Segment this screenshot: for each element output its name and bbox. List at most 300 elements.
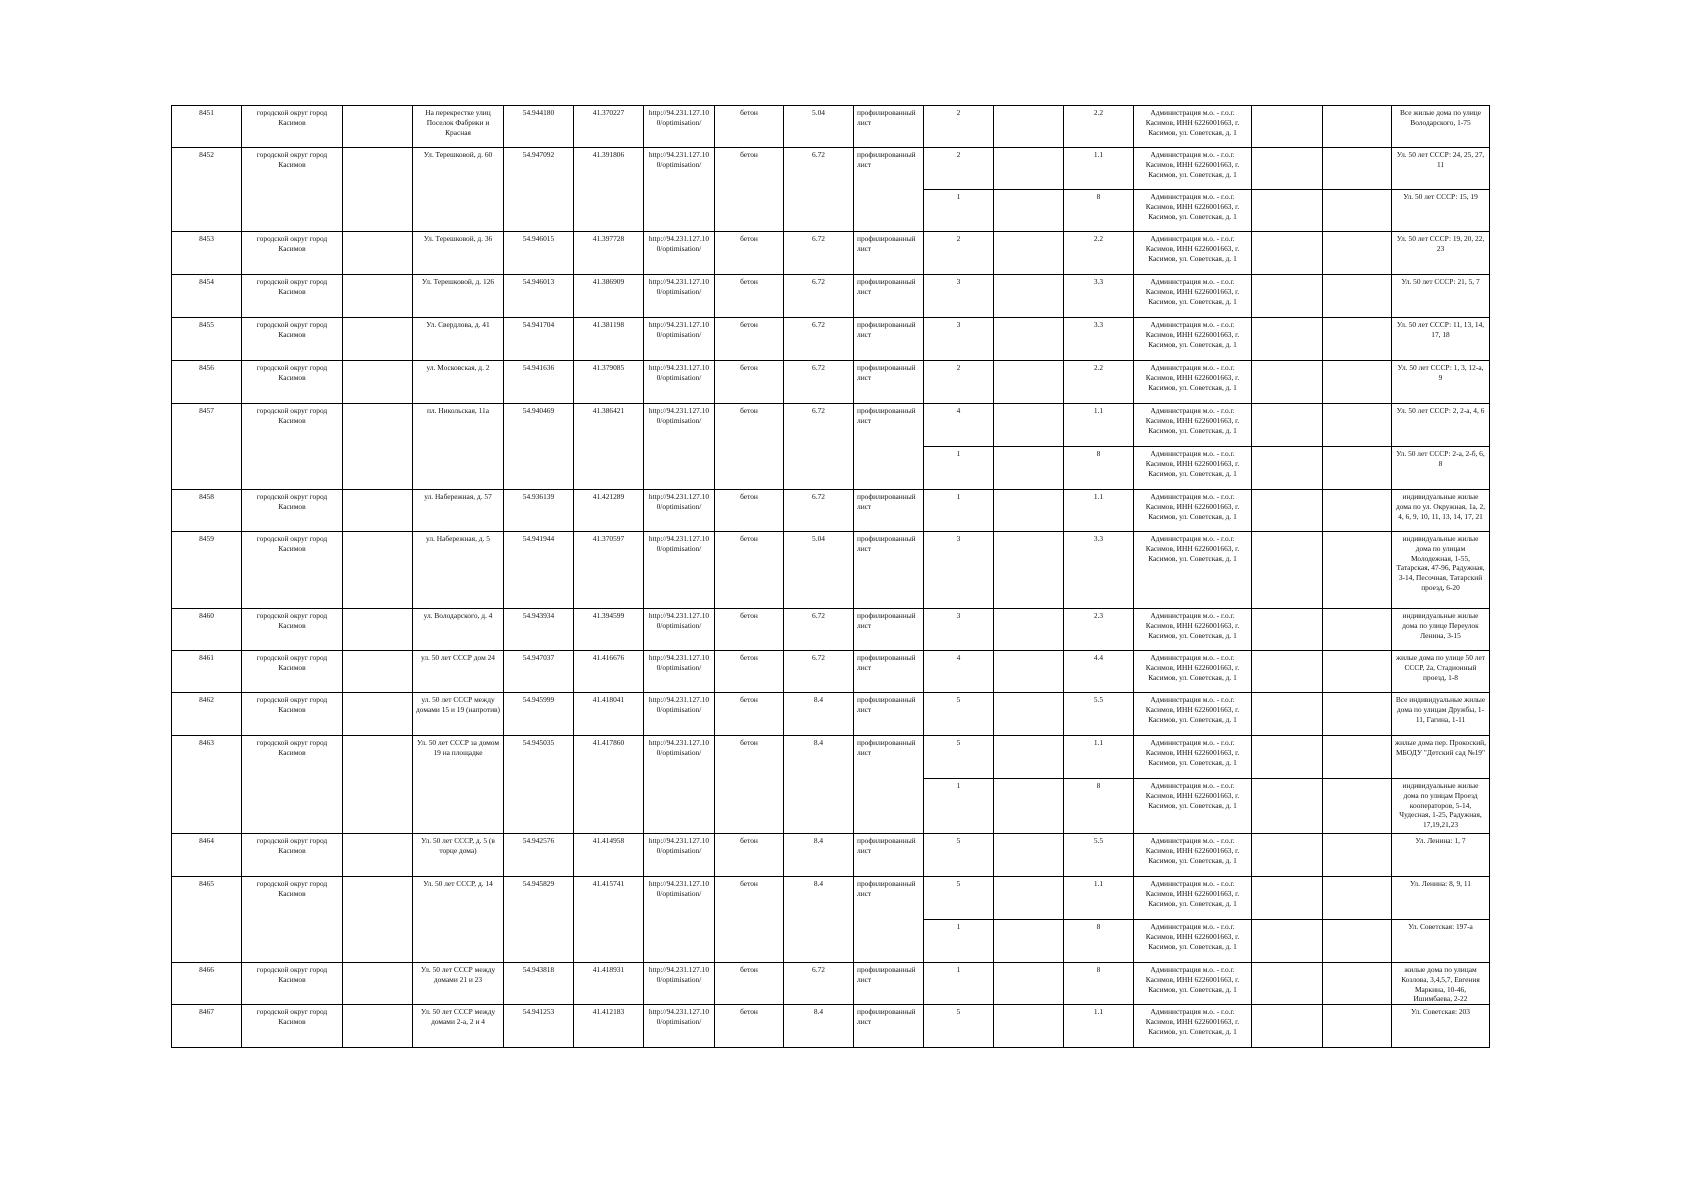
site-id-cell: 8459 <box>172 532 242 609</box>
empty-cell <box>1252 532 1323 609</box>
waste-sources-cell: Ул. 50 лет СССР: 2-а, 2-б, 6, 8 <box>1392 447 1490 490</box>
latitude-cell: 54.941253 <box>504 1005 574 1048</box>
surface-cell: бетон <box>715 532 784 609</box>
empty-cell <box>1252 275 1323 318</box>
address-cell: Ул. 50 лет СССР, д. 5 (в торце дома) <box>413 834 504 877</box>
site-id-cell: 8466 <box>172 963 242 1005</box>
container-volume-cell: 1.1 <box>1064 148 1134 190</box>
owner-cell: Администрация м.о. - г.о.г. Касимов, ИНН 6226001663, г. Касимов, ул. Советская, д. 1 <box>1134 190 1252 232</box>
empty-cell <box>1323 779 1392 834</box>
district-cell: городской округ город Касимов <box>242 106 343 148</box>
container-volume-cell: 4.4 <box>1064 651 1134 693</box>
table-row <box>172 275 1490 318</box>
address-cell: ул. Московская, д. 2 <box>413 361 504 404</box>
surface-cell: бетон <box>715 651 784 693</box>
empty-cell <box>1252 106 1323 148</box>
surface-cell: бетон <box>715 1005 784 1048</box>
empty-cell <box>1252 148 1323 190</box>
table-row <box>172 106 1490 148</box>
latitude-cell: 54.946015 <box>504 232 574 275</box>
longitude-cell: 41.414958 <box>574 834 644 877</box>
latitude-cell: 54.947092 <box>504 148 574 232</box>
area-cell: 5.04 <box>784 532 854 609</box>
site-id-cell: 8455 <box>172 318 242 361</box>
empty-cell <box>1323 651 1392 693</box>
empty-cell <box>1323 361 1392 404</box>
address-cell: Ул. 50 лет СССР за домом 19 на площадке <box>413 736 504 834</box>
empty-cell <box>1252 779 1323 834</box>
map-url-cell: http://94.231.127.10 0/optimisation/ <box>644 318 715 361</box>
map-url-cell: http://94.231.127.10 0/optimisation/ <box>644 106 715 148</box>
container-volume-cell: 8 <box>1064 920 1134 963</box>
container-volume-cell: 8 <box>1064 963 1134 1005</box>
latitude-cell: 54.941944 <box>504 532 574 609</box>
surface-cell: бетон <box>715 361 784 404</box>
container-count-cell: 4 <box>924 404 994 447</box>
waste-sources-cell: Ул. 50 лет СССР: 21, 5, 7 <box>1392 275 1490 318</box>
fence-cell: профилированный лист <box>854 532 924 609</box>
owner-cell: Администрация м.о. - г.о.г. Касимов, ИНН 6226001663, г. Касимов, ул. Советская, д. 1 <box>1134 693 1252 736</box>
waste-sources-cell: Все индивидуальные жилые дома по улицам Дружбы, 1-11, Гагина, 1-11 <box>1392 693 1490 736</box>
latitude-cell: 54.943818 <box>504 963 574 1005</box>
fence-cell: профилированный лист <box>854 1005 924 1048</box>
latitude-cell: 54.947037 <box>504 651 574 693</box>
area-cell: 6.72 <box>784 148 854 232</box>
district-cell: городской округ город Касимов <box>242 1005 343 1048</box>
area-cell: 8.4 <box>784 736 854 834</box>
waste-sources-cell: индивидуальные жилые дома по ул. Окружная, 1а, 2, 4, 6, 9, 10, 11, 13, 14, 17, 21 <box>1392 490 1490 532</box>
district-cell: городской округ город Касимов <box>242 609 343 651</box>
waste-sources-cell: Ул. 50 лет СССР: 11, 13, 14, 17, 18 <box>1392 318 1490 361</box>
longitude-cell: 41.394599 <box>574 609 644 651</box>
area-cell: 6.72 <box>784 275 854 318</box>
owner-cell: Администрация м.о. - г.о.г. Касимов, ИНН 6226001663, г. Касимов, ул. Советская, д. 1 <box>1134 232 1252 275</box>
empty-cell <box>1323 963 1392 1005</box>
fence-cell: профилированный лист <box>854 963 924 1005</box>
fence-cell: профилированный лист <box>854 232 924 275</box>
table-row <box>172 532 1490 609</box>
empty-cell <box>994 609 1064 651</box>
container-count-cell: 4 <box>924 651 994 693</box>
empty-cell <box>1323 736 1392 779</box>
fence-cell: профилированный лист <box>854 693 924 736</box>
surface-cell: бетон <box>715 232 784 275</box>
map-url-cell: http://94.231.127.10 0/optimisation/ <box>644 275 715 318</box>
owner-cell: Администрация м.о. - г.о.г. Касимов, ИНН 6226001663, г. Касимов, ул. Советская, д. 1 <box>1134 779 1252 834</box>
empty-cell <box>1252 1005 1323 1048</box>
container-count-cell: 3 <box>924 275 994 318</box>
address-cell: пл. Никольская, 11а <box>413 404 504 490</box>
waste-sources-cell: Ул. Ленина: 8, 9, 11 <box>1392 877 1490 920</box>
site-id-cell: 8453 <box>172 232 242 275</box>
latitude-cell: 54.945829 <box>504 877 574 963</box>
container-volume-cell: 1.1 <box>1064 1005 1134 1048</box>
empty-cell <box>343 834 413 877</box>
latitude-cell: 54.942576 <box>504 834 574 877</box>
district-cell: городской округ город Касимов <box>242 532 343 609</box>
address-cell: На перекрестке улиц Поселок Фабрики и Красная <box>413 106 504 148</box>
surface-cell: бетон <box>715 275 784 318</box>
empty-cell <box>994 490 1064 532</box>
district-cell: городской округ город Касимов <box>242 361 343 404</box>
empty-cell <box>994 232 1064 275</box>
district-cell: городской округ город Касимов <box>242 232 343 275</box>
district-cell: городской округ город Касимов <box>242 275 343 318</box>
empty-cell <box>1252 490 1323 532</box>
waste-sources-cell: Ул. Советская: 197-а <box>1392 920 1490 963</box>
table-row <box>172 361 1490 404</box>
container-count-cell: 5 <box>924 693 994 736</box>
area-cell: 6.72 <box>784 232 854 275</box>
container-volume-cell: 1.1 <box>1064 877 1134 920</box>
longitude-cell: 41.391806 <box>574 148 644 232</box>
container-count-cell: 5 <box>924 1005 994 1048</box>
empty-cell <box>1252 232 1323 275</box>
empty-cell <box>994 275 1064 318</box>
latitude-cell: 54.941636 <box>504 361 574 404</box>
owner-cell: Администрация м.о. - г.о.г. Касимов, ИНН 6226001663, г. Касимов, ул. Советская, д. 1 <box>1134 736 1252 779</box>
waste-sources-cell: Ул. 50 лет СССР: 1, 3, 12-а, 9 <box>1392 361 1490 404</box>
table-row <box>172 318 1490 361</box>
fence-cell: профилированный лист <box>854 148 924 232</box>
table-row <box>172 609 1490 651</box>
area-cell: 5.04 <box>784 106 854 148</box>
empty-cell <box>994 877 1064 920</box>
container-count-cell: 5 <box>924 877 994 920</box>
container-volume-cell: 1.1 <box>1064 404 1134 447</box>
longitude-cell: 41.370227 <box>574 106 644 148</box>
waste-sources-cell: Ул. 50 лет СССР: 15, 19 <box>1392 190 1490 232</box>
empty-cell <box>1323 148 1392 190</box>
address-cell: Ул. 50 лет СССР между домами 2-а, 2 и 4 <box>413 1005 504 1048</box>
surface-cell: бетон <box>715 877 784 963</box>
container-count-cell: 3 <box>924 609 994 651</box>
longitude-cell: 41.379085 <box>574 361 644 404</box>
latitude-cell: 54.945035 <box>504 736 574 834</box>
container-count-cell: 3 <box>924 318 994 361</box>
empty-cell <box>343 106 413 148</box>
district-cell: городской округ город Касимов <box>242 963 343 1005</box>
table-row <box>172 834 1490 877</box>
owner-cell: Администрация м.о. - г.о.г. Касимов, ИНН 6226001663, г. Касимов, ул. Советская, д. 1 <box>1134 877 1252 920</box>
container-count-cell: 5 <box>924 736 994 779</box>
table-row <box>172 651 1490 693</box>
empty-cell <box>1323 920 1392 963</box>
empty-cell <box>1252 404 1323 447</box>
waste-sources-cell: жилые дома по улицам Козлова, 3,4,5,7, Евгения Маркина, 10-46, Ишимбаева, 2-22 <box>1392 963 1490 1005</box>
empty-cell <box>1252 920 1323 963</box>
empty-cell <box>343 318 413 361</box>
map-url-cell: http://94.231.127.10 0/optimisation/ <box>644 1005 715 1048</box>
longitude-cell: 41.418041 <box>574 693 644 736</box>
longitude-cell: 41.416676 <box>574 651 644 693</box>
empty-cell <box>1252 963 1323 1005</box>
container-volume-cell: 1.1 <box>1064 736 1134 779</box>
owner-cell: Администрация м.о. - г.о.г. Касимов, ИНН 6226001663, г. Касимов, ул. Советская, д. 1 <box>1134 609 1252 651</box>
waste-sources-cell: Ул. 50 лет СССР: 24, 25, 27, 11 <box>1392 148 1490 190</box>
container-volume-cell: 8 <box>1064 190 1134 232</box>
empty-cell <box>343 404 413 490</box>
fence-cell: профилированный лист <box>854 834 924 877</box>
empty-cell <box>1323 106 1392 148</box>
waste-sources-cell: жилые дома по улице 50 лет СССР, 2а, Стадионный проезд, 1-8 <box>1392 651 1490 693</box>
empty-cell <box>1323 490 1392 532</box>
container-volume-cell: 2.2 <box>1064 361 1134 404</box>
map-url-cell: http://94.231.127.10 0/optimisation/ <box>644 532 715 609</box>
area-cell: 6.72 <box>784 490 854 532</box>
container-count-cell: 2 <box>924 148 994 190</box>
address-cell: Ул. Терешковой, д. 60 <box>413 148 504 232</box>
site-id-cell: 8465 <box>172 877 242 963</box>
fence-cell: профилированный лист <box>854 404 924 490</box>
empty-cell <box>343 651 413 693</box>
waste-sources-cell: индивидуальные жилые дома по улицам Молодежная, 1-55, Татарская, 47-96, Радужная, 3-14, Песочная, Татарский проезд, 6-20 <box>1392 532 1490 609</box>
container-volume-cell: 3.3 <box>1064 318 1134 361</box>
empty-cell <box>343 1005 413 1048</box>
surface-cell: бетон <box>715 736 784 834</box>
district-cell: городской округ город Касимов <box>242 318 343 361</box>
container-volume-cell: 2.3 <box>1064 609 1134 651</box>
address-cell: Ул. 50 лет СССР между домами 21 и 23 <box>413 963 504 1005</box>
empty-cell <box>1252 190 1323 232</box>
site-id-cell: 8454 <box>172 275 242 318</box>
site-id-cell: 8461 <box>172 651 242 693</box>
longitude-cell: 41.421289 <box>574 490 644 532</box>
site-id-cell: 8456 <box>172 361 242 404</box>
longitude-cell: 41.415741 <box>574 877 644 963</box>
container-volume-cell: 5.5 <box>1064 693 1134 736</box>
container-count-cell: 2 <box>924 361 994 404</box>
table-row <box>172 1005 1490 1048</box>
address-cell: ул. 50 лет СССР дом 24 <box>413 651 504 693</box>
longitude-cell: 41.418931 <box>574 963 644 1005</box>
fence-cell: профилированный лист <box>854 609 924 651</box>
fence-cell: профилированный лист <box>854 490 924 532</box>
container-volume-cell: 5.5 <box>1064 834 1134 877</box>
owner-cell: Администрация м.о. - г.о.г. Касимов, ИНН 6226001663, г. Касимов, ул. Советская, д. 1 <box>1134 148 1252 190</box>
site-id-cell: 8452 <box>172 148 242 232</box>
empty-cell <box>994 736 1064 779</box>
waste-sources-cell: жилые дома пер. Прокоский, МБОДУ "Детский сад №19" <box>1392 736 1490 779</box>
district-cell: городской округ город Касимов <box>242 404 343 490</box>
surface-cell: бетон <box>715 693 784 736</box>
empty-cell <box>1323 318 1392 361</box>
empty-cell <box>994 106 1064 148</box>
map-url-cell: http://94.231.127.10 0/optimisation/ <box>644 148 715 232</box>
empty-cell <box>994 920 1064 963</box>
map-url-cell: http://94.231.127.10 0/optimisation/ <box>644 404 715 490</box>
empty-cell <box>1252 834 1323 877</box>
waste-sources-cell: Ул. Ленина: 1, 7 <box>1392 834 1490 877</box>
fence-cell: профилированный лист <box>854 361 924 404</box>
longitude-cell: 41.370597 <box>574 532 644 609</box>
empty-cell <box>1252 318 1323 361</box>
table-row <box>172 736 1490 779</box>
waste-sources-cell: Ул. Советская: 203 <box>1392 1005 1490 1048</box>
address-cell: Ул. Свердлова, д. 41 <box>413 318 504 361</box>
container-count-cell: 3 <box>924 532 994 609</box>
empty-cell <box>994 651 1064 693</box>
owner-cell: Администрация м.о. - г.о.г. Касимов, ИНН 6226001663, г. Касимов, ул. Советская, д. 1 <box>1134 447 1252 490</box>
empty-cell <box>994 318 1064 361</box>
empty-cell <box>1252 651 1323 693</box>
container-volume-cell: 1.1 <box>1064 490 1134 532</box>
latitude-cell: 54.945999 <box>504 693 574 736</box>
empty-cell <box>994 779 1064 834</box>
surface-cell: бетон <box>715 834 784 877</box>
latitude-cell: 54.943934 <box>504 609 574 651</box>
address-cell: Ул. 50 лет СССР, д. 14 <box>413 877 504 963</box>
fence-cell: профилированный лист <box>854 275 924 318</box>
district-cell: городской округ город Касимов <box>242 834 343 877</box>
address-cell: Ул. Терешковой, д. 126 <box>413 275 504 318</box>
container-volume-cell: 8 <box>1064 779 1134 834</box>
container-count-cell: 1 <box>924 190 994 232</box>
map-url-cell: http://94.231.127.10 0/optimisation/ <box>644 232 715 275</box>
longitude-cell: 41.417860 <box>574 736 644 834</box>
container-volume-cell: 3.3 <box>1064 275 1134 318</box>
longitude-cell: 41.381198 <box>574 318 644 361</box>
district-cell: городской округ город Касимов <box>242 693 343 736</box>
site-id-cell: 8460 <box>172 609 242 651</box>
longitude-cell: 41.386909 <box>574 275 644 318</box>
empty-cell <box>994 404 1064 447</box>
site-id-cell: 8457 <box>172 404 242 490</box>
empty-cell <box>994 361 1064 404</box>
owner-cell: Администрация м.о. - г.о.г. Касимов, ИНН 6226001663, г. Касимов, ул. Советская, д. 1 <box>1134 361 1252 404</box>
empty-cell <box>1252 609 1323 651</box>
table-row <box>172 232 1490 275</box>
empty-cell <box>343 736 413 834</box>
empty-cell <box>343 361 413 404</box>
empty-cell <box>343 693 413 736</box>
map-url-cell: http://94.231.127.10 0/optimisation/ <box>644 963 715 1005</box>
table-row <box>172 963 1490 1005</box>
map-url-cell: http://94.231.127.10 0/optimisation/ <box>644 490 715 532</box>
fence-cell: профилированный лист <box>854 736 924 834</box>
surface-cell: бетон <box>715 404 784 490</box>
container-volume-cell: 8 <box>1064 447 1134 490</box>
owner-cell: Администрация м.о. - г.о.г. Касимов, ИНН 6226001663, г. Касимов, ул. Советская, д. 1 <box>1134 963 1252 1005</box>
address-cell: ул. Набережная, д. 57 <box>413 490 504 532</box>
area-cell: 8.4 <box>784 693 854 736</box>
map-url-cell: http://94.231.127.10 0/optimisation/ <box>644 361 715 404</box>
area-cell: 6.72 <box>784 651 854 693</box>
container-count-cell: 1 <box>924 779 994 834</box>
empty-cell <box>1323 609 1392 651</box>
container-count-cell: 2 <box>924 106 994 148</box>
area-cell: 6.72 <box>784 361 854 404</box>
site-id-cell: 8463 <box>172 736 242 834</box>
table-row <box>172 404 1490 447</box>
fence-cell: профилированный лист <box>854 106 924 148</box>
address-cell: ул. 50 лет СССР между домами 15 и 19 (напротив) <box>413 693 504 736</box>
longitude-cell: 41.397728 <box>574 232 644 275</box>
empty-cell <box>1252 877 1323 920</box>
empty-cell <box>1323 190 1392 232</box>
site-id-cell: 8467 <box>172 1005 242 1048</box>
surface-cell: бетон <box>715 490 784 532</box>
waste-sites-table <box>171 105 1490 1048</box>
empty-cell <box>1323 532 1392 609</box>
container-count-cell: 1 <box>924 963 994 1005</box>
area-cell: 6.72 <box>784 404 854 490</box>
owner-cell: Администрация м.о. - г.о.г. Касимов, ИНН 6226001663, г. Касимов, ул. Советская, д. 1 <box>1134 920 1252 963</box>
empty-cell <box>1323 834 1392 877</box>
latitude-cell: 54.941704 <box>504 318 574 361</box>
map-url-cell: http://94.231.127.10 0/optimisation/ <box>644 693 715 736</box>
area-cell: 8.4 <box>784 1005 854 1048</box>
empty-cell <box>994 190 1064 232</box>
waste-sources-cell: Все жилые дома по улице Володарского, 1-75 <box>1392 106 1490 148</box>
table-row <box>172 490 1490 532</box>
map-url-cell: http://94.231.127.10 0/optimisation/ <box>644 609 715 651</box>
longitude-cell: 41.412183 <box>574 1005 644 1048</box>
address-cell: Ул. Терешковой, д. 36 <box>413 232 504 275</box>
empty-cell <box>1323 877 1392 920</box>
empty-cell <box>994 1005 1064 1048</box>
owner-cell: Администрация м.о. - г.о.г. Касимов, ИНН 6226001663, г. Касимов, ул. Советская, д. 1 <box>1134 834 1252 877</box>
table-row <box>172 148 1490 190</box>
address-cell: ул. Володарского, д. 4 <box>413 609 504 651</box>
owner-cell: Администрация м.о. - г.о.г. Касимов, ИНН 6226001663, г. Касимов, ул. Советская, д. 1 <box>1134 318 1252 361</box>
container-count-cell: 5 <box>924 834 994 877</box>
surface-cell: бетон <box>715 148 784 232</box>
empty-cell <box>994 834 1064 877</box>
container-count-cell: 1 <box>924 447 994 490</box>
area-cell: 8.4 <box>784 834 854 877</box>
surface-cell: бетон <box>715 106 784 148</box>
container-count-cell: 1 <box>924 920 994 963</box>
empty-cell <box>343 877 413 963</box>
fence-cell: профилированный лист <box>854 651 924 693</box>
map-url-cell: http://94.231.127.10 0/optimisation/ <box>644 834 715 877</box>
area-cell: 6.72 <box>784 318 854 361</box>
empty-cell <box>1323 1005 1392 1048</box>
area-cell: 6.72 <box>784 963 854 1005</box>
owner-cell: Администрация м.о. - г.о.г. Касимов, ИНН 6226001663, г. Касимов, ул. Советская, д. 1 <box>1134 1005 1252 1048</box>
map-url-cell: http://94.231.127.10 0/optimisation/ <box>644 736 715 834</box>
longitude-cell: 41.386421 <box>574 404 644 490</box>
empty-cell <box>1323 275 1392 318</box>
container-volume-cell: 3.3 <box>1064 532 1134 609</box>
district-cell: городской округ город Касимов <box>242 148 343 232</box>
empty-cell <box>994 148 1064 190</box>
container-volume-cell: 2.2 <box>1064 106 1134 148</box>
owner-cell: Администрация м.о. - г.о.г. Касимов, ИНН 6226001663, г. Касимов, ул. Советская, д. 1 <box>1134 106 1252 148</box>
latitude-cell: 54.944180 <box>504 106 574 148</box>
district-cell: городской округ город Касимов <box>242 490 343 532</box>
empty-cell <box>343 232 413 275</box>
table-row <box>172 693 1490 736</box>
empty-cell <box>1252 736 1323 779</box>
table-row <box>172 877 1490 920</box>
map-url-cell: http://94.231.127.10 0/optimisation/ <box>644 877 715 963</box>
waste-sources-cell: индивидуальные жилые дома по улицам Проезд кооператоров, 5-14, Чудесная, 1-25, Радужная, 17,19,21,23 <box>1392 779 1490 834</box>
container-count-cell: 2 <box>924 232 994 275</box>
empty-cell <box>343 490 413 532</box>
site-id-cell: 8464 <box>172 834 242 877</box>
empty-cell <box>1252 693 1323 736</box>
empty-cell <box>343 148 413 232</box>
surface-cell: бетон <box>715 318 784 361</box>
latitude-cell: 54.946013 <box>504 275 574 318</box>
empty-cell <box>994 532 1064 609</box>
empty-cell <box>343 609 413 651</box>
waste-sources-cell: Ул. 50 лет СССР: 2, 2-а, 4, 6 <box>1392 404 1490 447</box>
district-cell: городской округ город Касимов <box>242 736 343 834</box>
latitude-cell: 54.940469 <box>504 404 574 490</box>
